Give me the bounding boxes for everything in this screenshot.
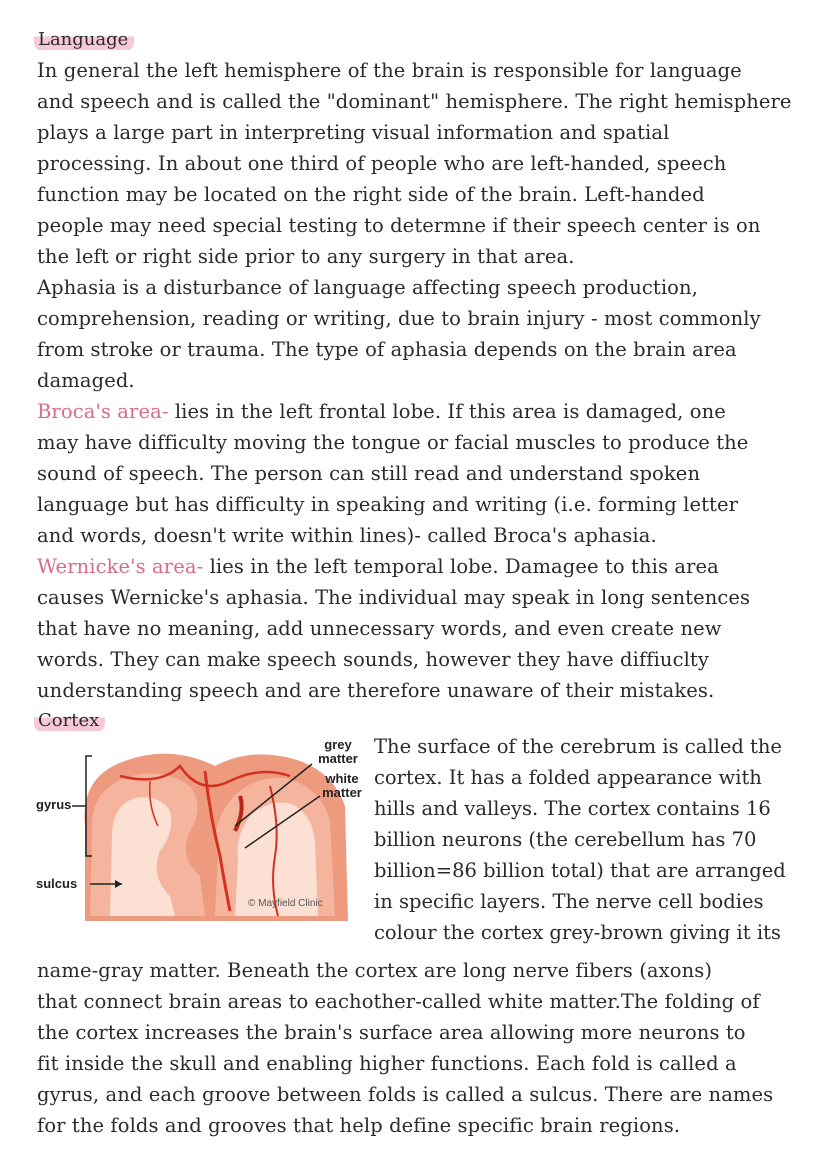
paragraph-line: function may be located on the right side of the brain. Left-handed [37, 183, 705, 206]
paragraph-line: processing. In about one third of people who are left-handed, speech [37, 152, 727, 175]
paragraph-line: language but has difficulty in speaking and writing (i.e. forming letter [37, 493, 739, 516]
wernicke-term: Wernicke's area- [37, 555, 204, 578]
paragraph-line: and words, doesn't write within lines)- called Broca's aphasia. [37, 524, 657, 547]
broca-line [37, 396, 726, 427]
side-line: cortex. It has a folded appearance with [374, 766, 762, 789]
wernicke-line [37, 551, 719, 582]
gyrus-label: gyrus [36, 797, 72, 812]
paragraph-line: that have no meaning, add unnecessary words, and even create new [37, 617, 722, 640]
paragraph-line: for the folds and grooves that help define specific brain regions. [37, 1114, 681, 1137]
white-matter-label: white matter [322, 771, 362, 800]
cortex-figure [30, 736, 370, 926]
paragraph-line: comprehension, reading or writing, due to brain injury - most commonly [37, 307, 761, 330]
paragraph-line: that connect brain areas to eachother-called white matter.The folding of [37, 990, 760, 1013]
paragraph-line: fit inside the skull and enabling higher functions. Each fold is called a [37, 1052, 737, 1075]
grey-matter-label: grey matter [318, 737, 358, 766]
paragraph-line: damaged. [37, 369, 135, 392]
side-line: hills and valleys. The cortex contains 16 [374, 797, 771, 820]
side-line: in specific layers. The nerve cell bodies [374, 890, 764, 913]
side-line: billion neurons (the cerebellum has 70 [374, 828, 757, 851]
paragraph-line: causes Wernicke's aphasia. The individual may speak in long sentences [37, 586, 751, 609]
paragraph-line: may have difficulty moving the tongue or facial muscles to produce the [37, 431, 749, 454]
side-line: billion=86 billion total) that are arranged [374, 859, 786, 882]
side-line: colour the cortex grey-brown giving it its [374, 921, 781, 944]
broca-term: Broca's area- [37, 400, 169, 423]
paragraph-line: the cortex increases the brain's surface area allowing more neurons to [37, 1021, 746, 1044]
figure-credit: © Mayfield Clinic [248, 898, 323, 909]
paragraph-line: and speech and is called the "dominant" hemisphere. The right hemisphere [37, 90, 792, 113]
paragraph-line: words. They can make speech sounds, however they have diffiuclty [37, 648, 709, 671]
paragraph-line: the left or right side prior to any surgery in that area. [37, 245, 575, 268]
paragraph-line: people may need special testing to determne if their speech center is on [37, 214, 761, 237]
cortex-heading: Cortex [34, 709, 105, 733]
broca-first-rest: lies in the left frontal lobe. If this area is damaged, one [168, 400, 726, 423]
side-line: The surface of the cerebrum is called the [374, 735, 782, 758]
paragraph-line: Aphasia is a disturbance of language affecting speech production, [37, 276, 698, 299]
language-heading: Language [34, 28, 134, 52]
wernicke-first-rest: lies in the left temporal lobe. Damagee to this area [203, 555, 719, 578]
sulcus-label: sulcus [36, 876, 78, 891]
paragraph-line: name-gray matter. Beneath the cortex are long nerve fibers (axons) [37, 959, 713, 982]
paragraph-line: gyrus, and each groove between folds is called a sulcus. There are names [37, 1083, 774, 1106]
paragraph-line: understanding speech and are therefore unaware of their mistakes. [37, 679, 715, 702]
paragraph-line: plays a large part in interpreting visual information and spatial [37, 121, 670, 144]
paragraph-line: In general the left hemisphere of the brain is responsible for language [37, 59, 742, 82]
paragraph-line: from stroke or trauma. The type of aphasia depends on the brain area [37, 338, 737, 361]
paragraph-line: sound of speech. The person can still read and understand spoken [37, 462, 701, 485]
